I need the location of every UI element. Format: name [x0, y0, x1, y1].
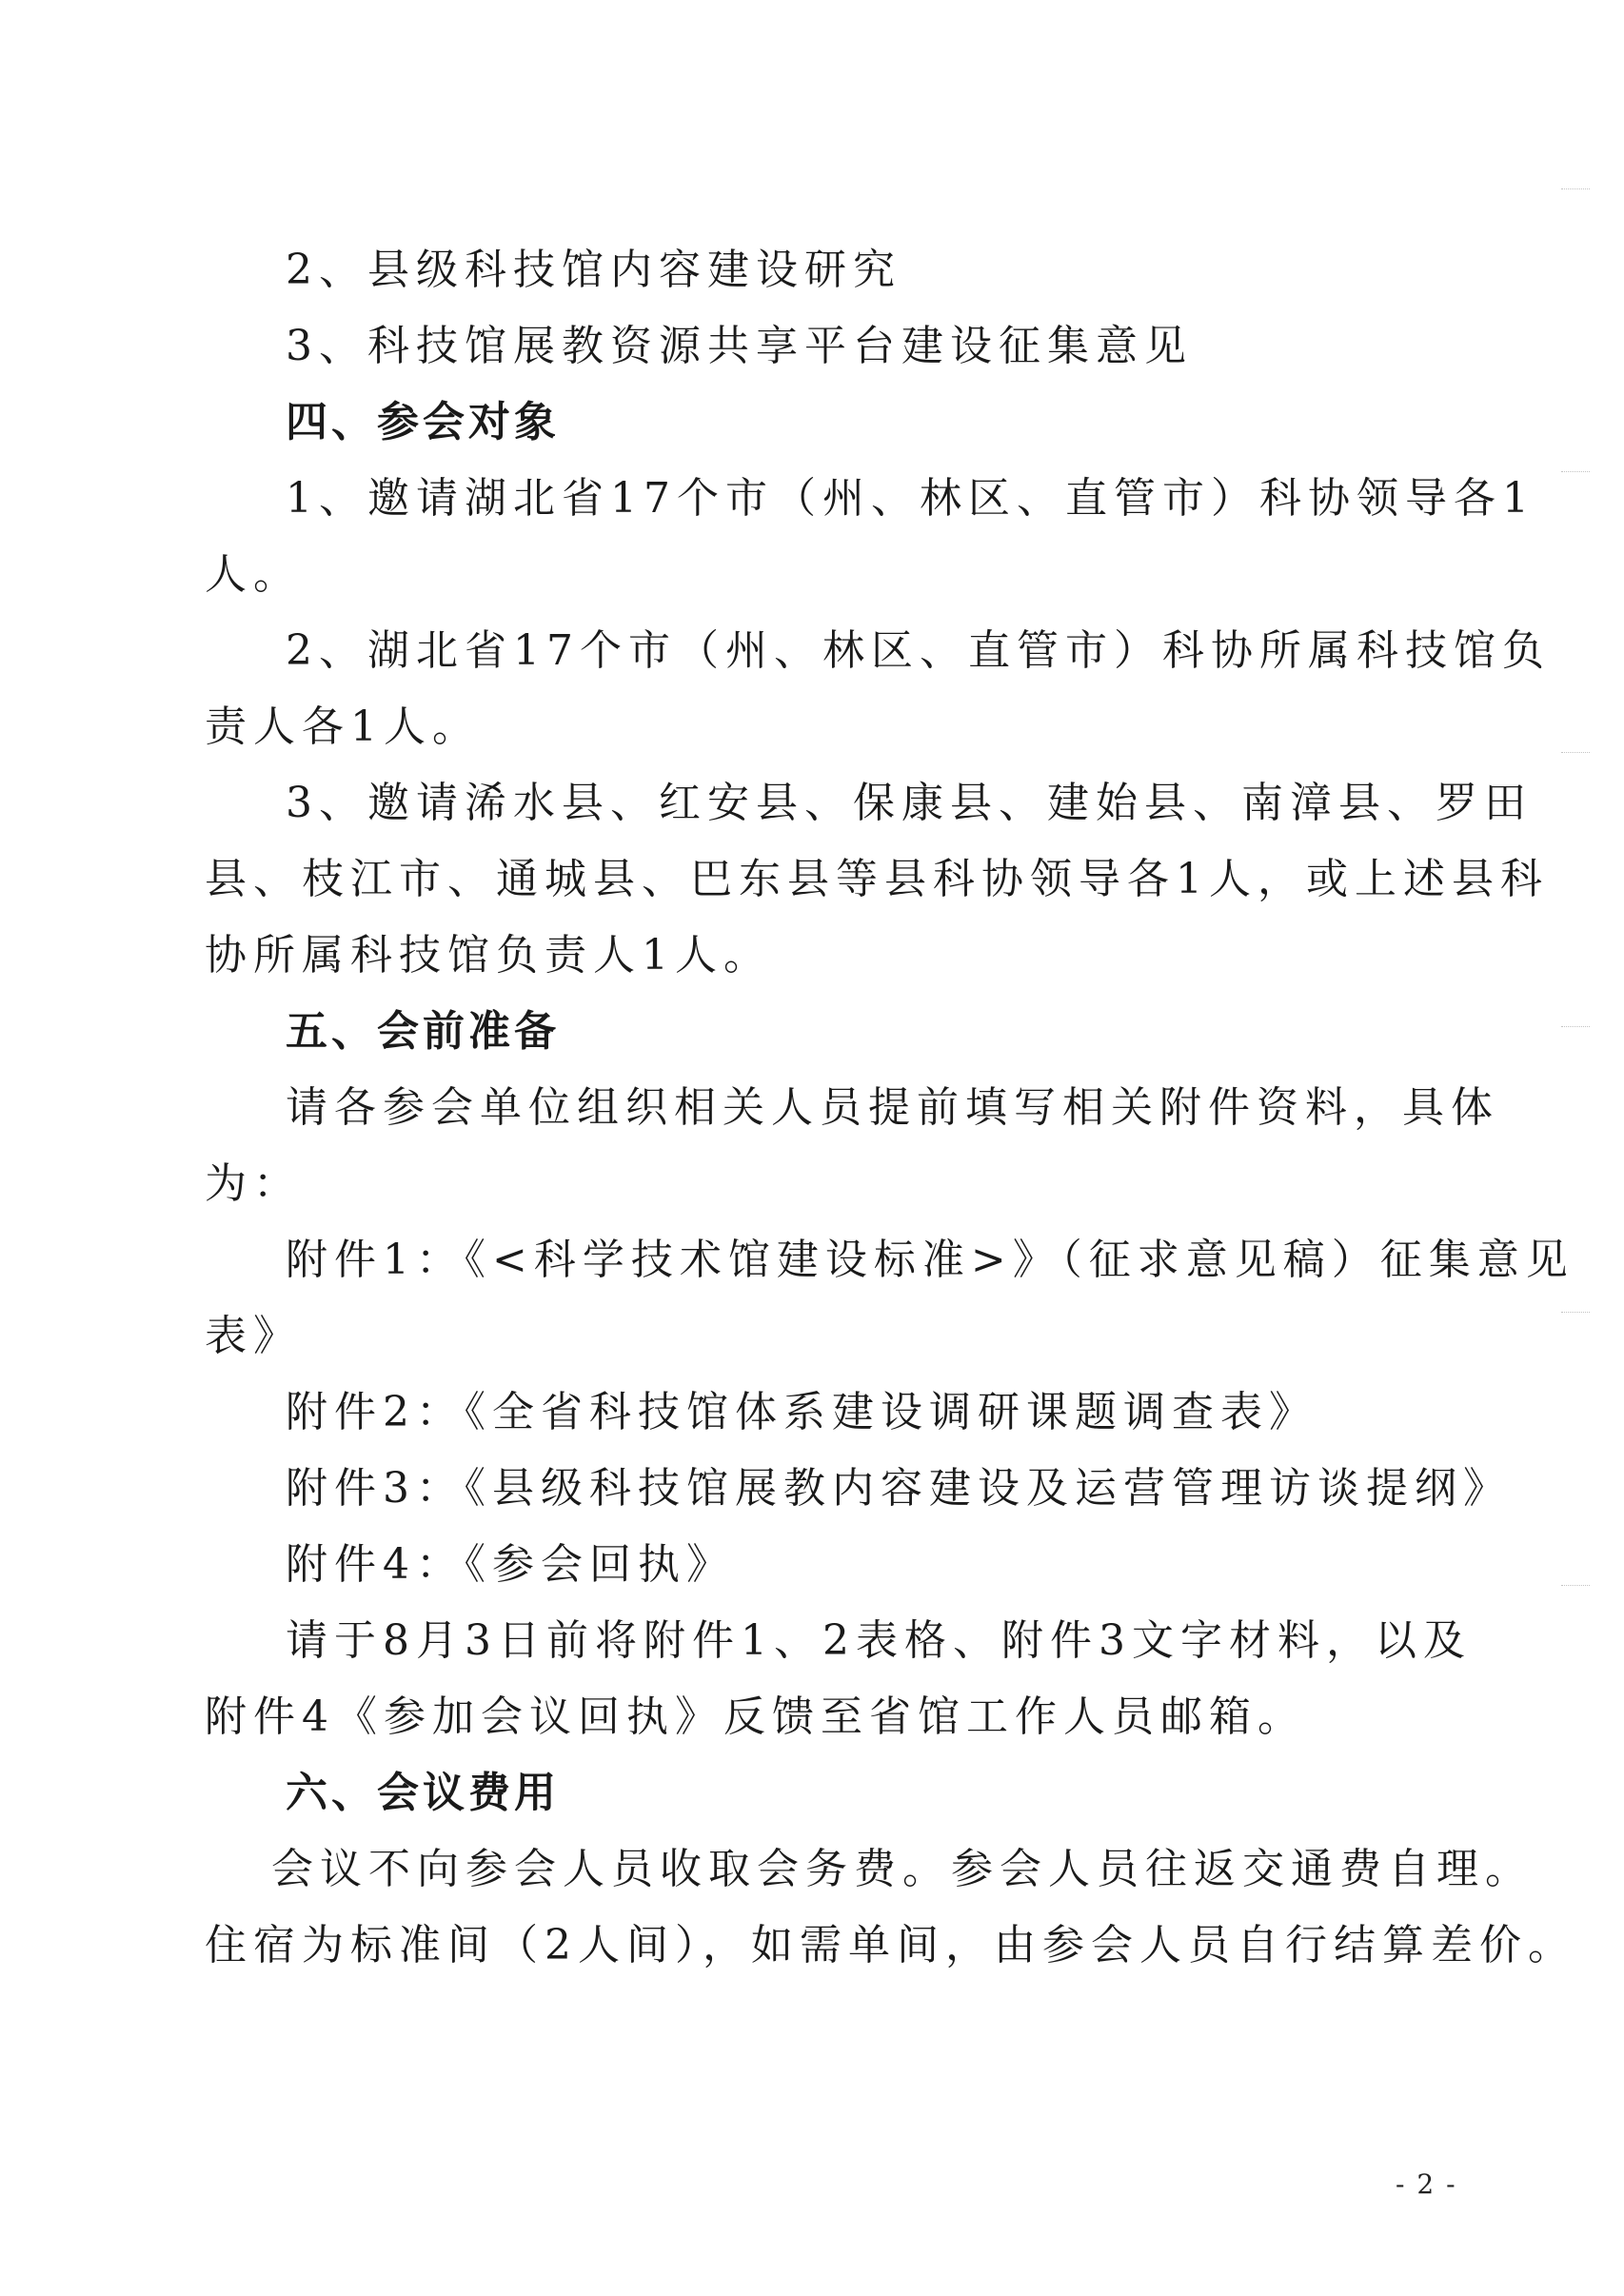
scan-mark — [1561, 1585, 1590, 1591]
section-heading-participants: 四、参会对象 — [286, 398, 560, 446]
paragraph-participants-2-line-1: 2、湖北省17个市（州、林区、直管市）科协所属科技馆负 — [286, 626, 1551, 675]
attachment-1-line-1: 附件1：《<科学技术馆建设标准>》（征求意见稿）征集意见 — [286, 1236, 1574, 1284]
paragraph-preparation-line-1: 请各参会单位组织相关人员提前填写相关附件资料，具体 — [286, 1083, 1499, 1132]
attachment-4: 附件4：《参会回执》 — [286, 1540, 735, 1589]
paragraph-fees-line-1: 会议不向参会人员收取会务费。参会人员往返交通费自理。 — [271, 1845, 1534, 1893]
scan-mark — [1561, 1026, 1590, 1032]
section-heading-preparation: 五、会前准备 — [286, 1007, 560, 1056]
paragraph-preparation-line-2: 为： — [205, 1159, 302, 1208]
page-number: - 2 - — [1396, 2168, 1457, 2200]
scan-mark — [1561, 752, 1590, 758]
attachment-2: 附件2：《全省科技馆体系建设调研课题调查表》 — [286, 1388, 1317, 1436]
scan-mark — [1561, 188, 1590, 194]
paragraph-participants-3-line-3: 协所属科技馆负责人1人。 — [205, 931, 772, 980]
paragraph-participants-3-line-1: 3、邀请浠水县、红安县、保康县、建始县、南漳县、罗田 — [286, 779, 1533, 827]
list-item-resource-sharing-platform: 3、科技馆展教资源共享平台建设征集意见 — [286, 322, 1193, 370]
paragraph-participants-2-line-2: 责人各1人。 — [205, 703, 481, 751]
attachment-3: 附件3：《县级科技馆展教内容建设及运营管理访谈提纲》 — [286, 1464, 1512, 1513]
paragraph-participants-1-line-1: 1、邀请湖北省17个市（州、林区、直管市）科协领导各1 — [286, 474, 1535, 523]
paragraph-deadline-line-1: 请于8月3日前将附件1、2表格、附件3文字材料，以及 — [286, 1616, 1472, 1665]
attachment-1-line-2: 表》 — [205, 1312, 302, 1360]
paragraph-deadline-line-2: 附件4《参加会议回执》反馈至省馆工作人员邮箱。 — [205, 1692, 1306, 1741]
list-item-county-museum-research: 2、县级科技馆内容建设研究 — [286, 246, 901, 294]
paragraph-participants-1-line-2: 人。 — [205, 550, 302, 599]
paragraph-participants-3-line-2: 县、枝江市、通城县、巴东县等县科协领导各1人，或上述县科 — [205, 855, 1549, 903]
paragraph-fees-line-2: 住宿为标准间（2人间），如需单间，由参会人员自行结算差价。 — [205, 1921, 1576, 1969]
scan-mark — [1561, 471, 1590, 477]
scan-mark — [1561, 1312, 1590, 1317]
section-heading-fees: 六、会议费用 — [286, 1769, 560, 1817]
